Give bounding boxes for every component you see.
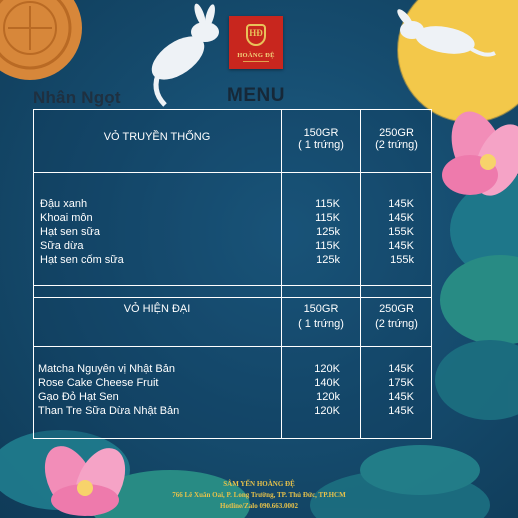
shop-address: 766 Lê Xuân Oai, P. Long Trường, TP. Thủ Đức, TP.HCM (172, 491, 346, 499)
traditional-prices-small (282, 197, 340, 267)
menu-title: MENU (227, 85, 285, 106)
price-cell: 145K (388, 405, 414, 417)
price-cell: 145K (388, 198, 414, 210)
moon-icon (398, 0, 518, 122)
list-item: Sữa dừa (40, 240, 84, 252)
size-weight-small: 150GR (303, 127, 339, 139)
shop-hotline: Hotline/Zalo 090.663.0002 (220, 502, 298, 510)
size-eggs-small: ( 1 trứng) (298, 318, 344, 330)
size-eggs-small: ( 1 trứng) (298, 139, 344, 151)
list-item: Than Tre Sữa Dừa Nhật Bản (38, 405, 180, 417)
price-cell: 145K (388, 363, 414, 375)
price-cell: 115K (315, 198, 340, 210)
price-cell: 145K (388, 391, 414, 403)
menu-subtitle: Nhân Ngọt (33, 88, 121, 107)
size-weight-large: 250GR (379, 127, 414, 139)
modern-prices-small (282, 362, 340, 418)
modern-item-names (38, 362, 278, 418)
row-divider (33, 285, 432, 286)
price-cell: 125k (316, 254, 340, 266)
brand-logo (229, 16, 283, 69)
logo-letters: HĐ (249, 28, 263, 38)
logo-underline (243, 61, 269, 62)
logo-brand-name: HOÀNG ĐỆ (237, 52, 275, 59)
row-divider (33, 346, 432, 347)
traditional-item-names (40, 197, 276, 267)
traditional-prices-large (361, 197, 414, 267)
price-cell: 145K (388, 240, 414, 252)
list-item: Đậu xanh (40, 198, 88, 210)
price-cell: 145K (388, 212, 414, 224)
modern-prices-large (361, 362, 414, 418)
row-divider (33, 172, 432, 173)
list-item: Rose Cake Cheese Fruit (38, 377, 159, 389)
price-cell: 120K (314, 405, 340, 417)
list-item: Hạt sen cốm sữa (40, 254, 124, 266)
shop-name: SÂM YẾN HOÀNG ĐỆ (223, 480, 295, 488)
price-cell: 175K (388, 377, 414, 389)
list-item: Matcha Nguyên vị Nhật Bản (38, 363, 175, 375)
size-weight-small: 150GR (303, 303, 339, 315)
row-divider (33, 297, 432, 298)
list-item: Khoai môn (40, 212, 93, 224)
price-cell: 140K (314, 377, 340, 389)
section-heading-traditional: VỎ TRUYỀN THỐNG (103, 131, 211, 143)
price-cell: 120k (316, 391, 340, 403)
price-cell: 125k (316, 226, 340, 238)
price-cell: 155k (390, 254, 414, 266)
price-cell: 155K (388, 226, 414, 238)
list-item: Hạt sen sữa (40, 226, 100, 238)
list-item: Gạo Đỏ Hạt Sen (38, 391, 119, 403)
size-weight-large: 250GR (379, 303, 414, 315)
shop-footer (0, 479, 518, 512)
section-heading-modern: VỎ HIỆN ĐẠI (123, 303, 191, 315)
price-cell: 115K (315, 240, 340, 252)
size-eggs-large: (2 trứng) (375, 139, 418, 151)
rabbit-icon (144, 2, 219, 105)
mooncake-icon (0, 0, 82, 80)
size-eggs-large: (2 trứng) (375, 318, 418, 330)
price-cell: 120K (314, 363, 340, 375)
price-cell: 115K (315, 212, 340, 224)
